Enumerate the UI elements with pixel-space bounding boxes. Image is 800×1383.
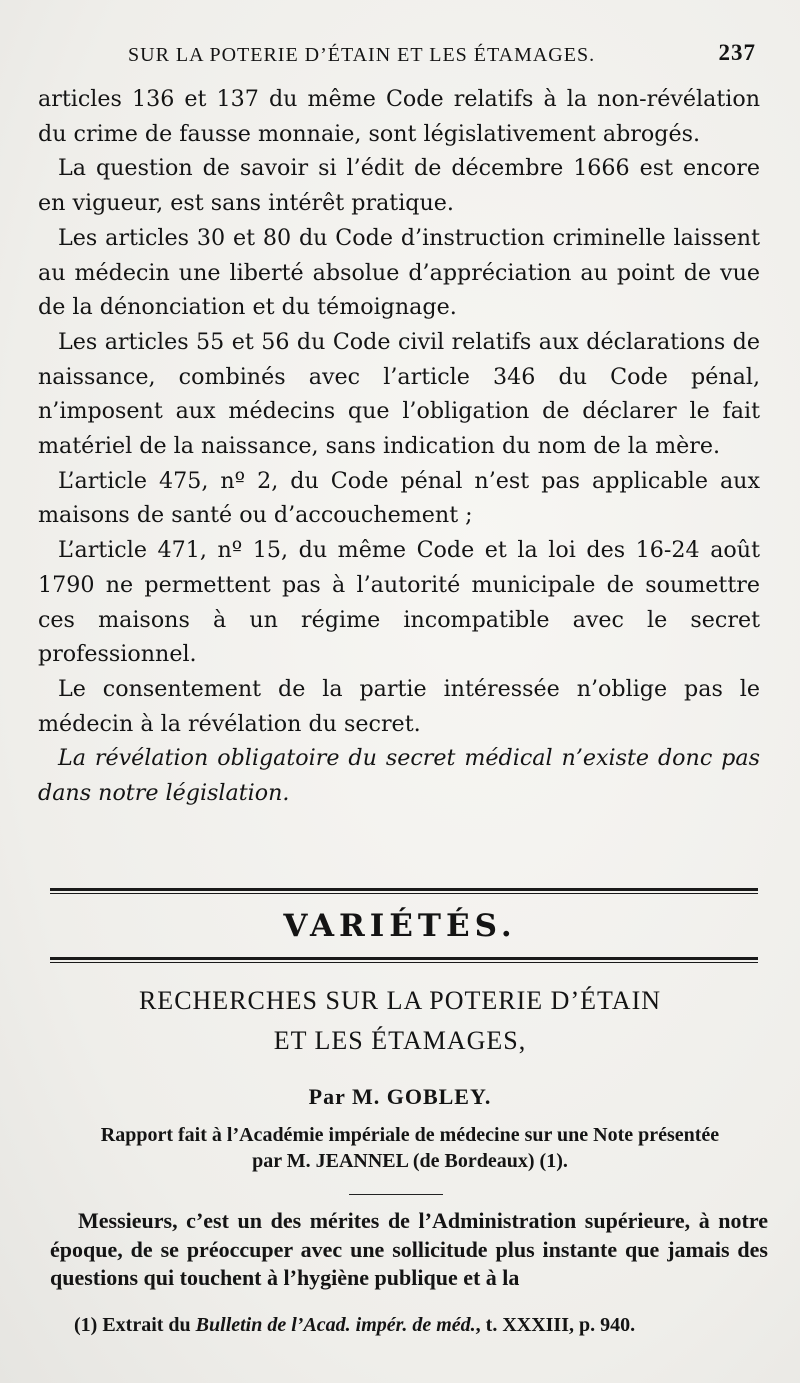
section-heading: VARIÉTÉS. — [283, 908, 517, 944]
running-title: SUR LA POTERIE D’ÉTAIN ET LES ÉTAMAGES. — [128, 44, 596, 66]
report-line-1: Rapport fait à l’Académie impériale de médecine sur une Note présentée — [100, 1124, 720, 1146]
article-paragraph: Messieurs, c’est un des mérites de l’Administration supérieure, à notre époque, de se préoccuper avec une sollicitude plus instante que jamais des questions qui touchent à l’hygiène publique et à la — [50, 1208, 768, 1290]
body-text — [38, 82, 760, 811]
footnote-journal: Bulletin de l’Acad. impér. de méd. — [195, 1314, 476, 1336]
paragraph: L’article 471, nº 15, du même Code et la loi des 16-24 août 1790 ne permettent pas à l’autorité municipale de soumettre ces maisons à un régime incompatible avec le secret professionnel. — [38, 537, 760, 668]
paragraph: articles 136 et 137 du même Code relatifs à la non-révélation du crime de fausse monnaie, sont législativement abrogés. — [38, 86, 760, 147]
section-divider-bottom — [50, 957, 758, 960]
page-number: 237 — [718, 40, 756, 65]
paragraph: La question de savoir si l’édit de décembre 1666 est encore en vigueur, est sans intérêt pratique. — [38, 155, 760, 217]
footnote — [50, 1312, 768, 1338]
footnote-suffix: , t. XXXIII, p. 940. — [475, 1314, 636, 1336]
report-note — [60, 1122, 760, 1174]
article-title-line-1: RECHERCHES SUR LA POTERIE D’ÉTAIN — [138, 986, 662, 1015]
paragraph: Les articles 55 et 56 du Code civil relatifs aux déclarations de naissance, combinés avec l’article 346 du Code pénal, n’imposent aux médecins que l’obligation de déclarer le fait matériel de la naissance, sans indication du nom de la mère. — [38, 328, 760, 460]
short-divider — [349, 1194, 443, 1195]
paragraph: Le consentement de la partie intéressée n’oblige pas le médecin à la révélation du secret. — [38, 675, 760, 737]
author-byline: Par M. GOBLEY. — [308, 1084, 492, 1109]
article-body — [50, 1207, 768, 1293]
section-divider-bottom-thin — [50, 962, 758, 963]
article-title-line-2: ET LES ÉTAMAGES, — [273, 1026, 527, 1055]
report-line-2: par M. JEANNEL (de Bordeaux) (1). — [252, 1150, 568, 1172]
paragraph: L’article 475, nº 2, du Code pénal n’est pas applicable aux maisons de santé ou d’accouchement ; — [38, 467, 760, 529]
footnote-prefix: (1) Extrait du — [74, 1314, 196, 1336]
section-divider-top — [50, 888, 758, 891]
running-header — [40, 42, 760, 72]
paragraph: Les articles 30 et 80 du Code d’instruction criminelle laissent au médecin une liberté absolue d’appréciation au point de vue de la dénonciation et du témoignage. — [38, 224, 760, 321]
conclusion-paragraph: La révélation obligatoire du secret médical n’existe donc pas dans notre législation. — [38, 745, 760, 807]
section-divider-top-thin — [50, 893, 758, 894]
